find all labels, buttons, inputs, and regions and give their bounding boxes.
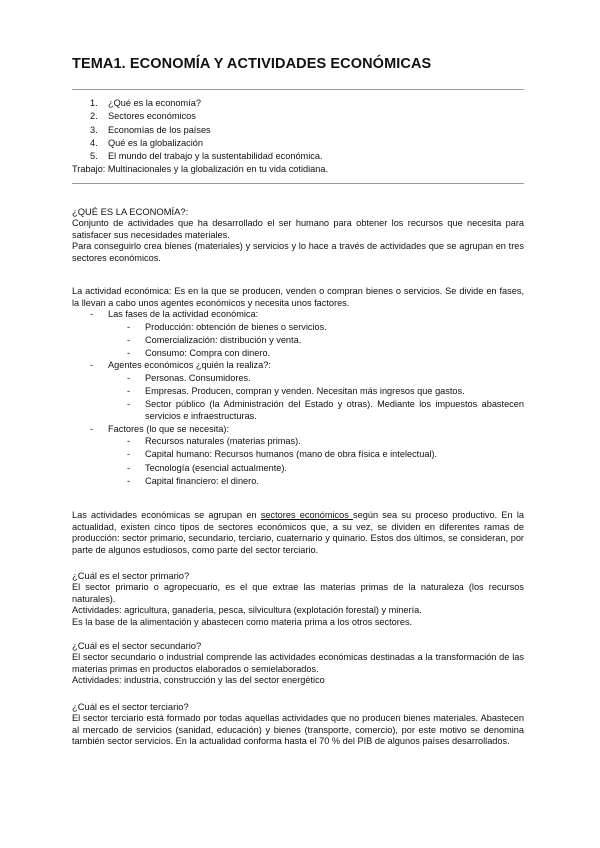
list-item: - Agentes económicos ¿quién la realiza?: - Personas. Consumidores. - Empresas. Producen, compran y venden. Necesitan más ingresos que gastos. - Sector público (la Administración del Estado y otras). Mediante los impuestos abastecen servicios e infraestructuras.	[72, 360, 524, 423]
divider-toc	[72, 183, 524, 184]
section-heading: ¿Cuál es el sector terciario?	[72, 701, 189, 712]
toc-item: 5. El mundo del trabajo y la sustentabilidad económica.	[90, 151, 323, 162]
page-title: TEMA1. ECONOMÍA Y ACTIVIDADES ECONÓMICAS	[72, 56, 432, 72]
section-heading: ¿Cuál es el sector secundario?	[72, 640, 202, 651]
paragraph: Es la base de la alimentación y abastecen como materia prima a los otros sectores.	[72, 616, 413, 627]
toc-item: 2. Sectores económicos	[90, 111, 196, 122]
paragraph: Actividades: agricultura, ganadería, pesca, silvicultura (explotación forestal) y minería.	[72, 605, 422, 616]
sub-list	[72, 435, 524, 488]
section-sectores	[72, 510, 524, 556]
list-item: - Factores (lo que se necesita): - Recursos naturales (materias primas). - Capital humano: Recursos humanos (mano de obra física e intelectual). - Tecnología (esencial actualmente). - Capital financiero: el dinero.	[72, 424, 524, 488]
list-item: - Empresas. Producen, compran y venden. Necesitan más ingresos que gastos.	[127, 386, 465, 397]
list-item: - Producción: obtención de bienes o servicios.	[127, 321, 327, 332]
sub-list	[72, 372, 524, 424]
paragraph: Para conseguirlo crea bienes (materiales) y servicios y lo hace a través de actividades que se agrupan en tres sectores económicos.	[72, 241, 524, 263]
section-primario	[72, 570, 524, 628]
list-item: - Tecnología (esencial actualmente).	[127, 462, 287, 473]
list-item: - Recursos naturales (materias primas).	[127, 436, 301, 447]
dash-list	[72, 309, 524, 488]
toc-item: 3. Economías de los países	[90, 124, 211, 135]
sectores-link[interactable]: sectores económicos	[260, 510, 354, 520]
list-item: - Personas. Consumidores.	[127, 372, 251, 383]
section-heading: ¿Cuál es el sector primario?	[72, 570, 190, 581]
toc-item: 4. Qué es la globalización	[90, 137, 203, 148]
section-actividad-economica	[72, 286, 524, 488]
section-secundario	[72, 640, 524, 687]
section-que-es-economia	[72, 206, 524, 264]
table-of-contents	[72, 97, 323, 163]
toc-item: 1. ¿Qué es la economía?	[90, 98, 201, 108]
list-item: - Sector público (la Administración del Estado y otras). Mediante los impuestos abastecen servicios e infraestructuras.	[127, 399, 524, 421]
paragraph: Las actividades económicas se agrupan en sectores económicos según sea su proceso productivo. En la actualidad, existen cinco tipos de sectores económicos que, a su vez, se dividen en diferentes ramas de producción: sector primario, secundario, terciario, cuaternario y quinario. Estos dos últimos, se consideran, por parte de algunos estudiosos, como parte del sector terciario.	[72, 510, 524, 555]
list-item: - Capital financiero: el dinero.	[127, 475, 259, 486]
paragraph: El sector primario o agropecuario, es el que extrae las materias primas de la naturaleza (los recursos naturales).	[72, 582, 524, 604]
divider-top	[72, 89, 524, 90]
paragraph: La actividad económica: Es en la que se producen, venden o compran bienes o servicios. Se divide en fases, la llevan a cabo unos agentes económicos y necesita unos factores.	[72, 286, 524, 308]
paragraph: El sector terciario está formado por todas aquellas actividades que no producen bienes materiales. Abastecen al mercado de servicios (sanidad, educación) y bienes (transporte, comercio), por este motivo se denomina también sector servicios. En la actualidad conforma hasta el 70 % del PIB de algunos países desarrollados.	[72, 713, 524, 747]
list-item: - Comercialización: distribución y venta.	[127, 334, 302, 345]
paragraph: El sector secundario o industrial comprende las actividades económicas destinadas a la transformación de las materias primas en productos elaborados o semielaborados.	[72, 652, 524, 674]
section-terciario	[72, 701, 524, 748]
list-item: - Consumo: Compra con dinero.	[127, 348, 271, 359]
paragraph: Actividades: industria, construcción y las del sector energético	[72, 675, 325, 686]
list-item: - Capital humano: Recursos humanos (mano de obra física e intelectual).	[127, 449, 438, 460]
sub-list	[72, 321, 524, 361]
section-heading: ¿QUÉ ES LA ECONOMÍA?:	[72, 206, 189, 217]
paragraph: Conjunto de actividades que ha desarrollado el ser humano para obtener los recursos que necesita para satisfacer sus necesidades materiales.	[72, 218, 524, 240]
trabajo-line: Trabajo: Multinacionales y la globalización en tu vida cotidiana.	[72, 164, 329, 174]
list-item: - Las fases de la actividad económica: - Producción: obtención de bienes o servicios. - Comercialización: distribución y venta. - Consumo: Compra con dinero.	[72, 309, 524, 360]
